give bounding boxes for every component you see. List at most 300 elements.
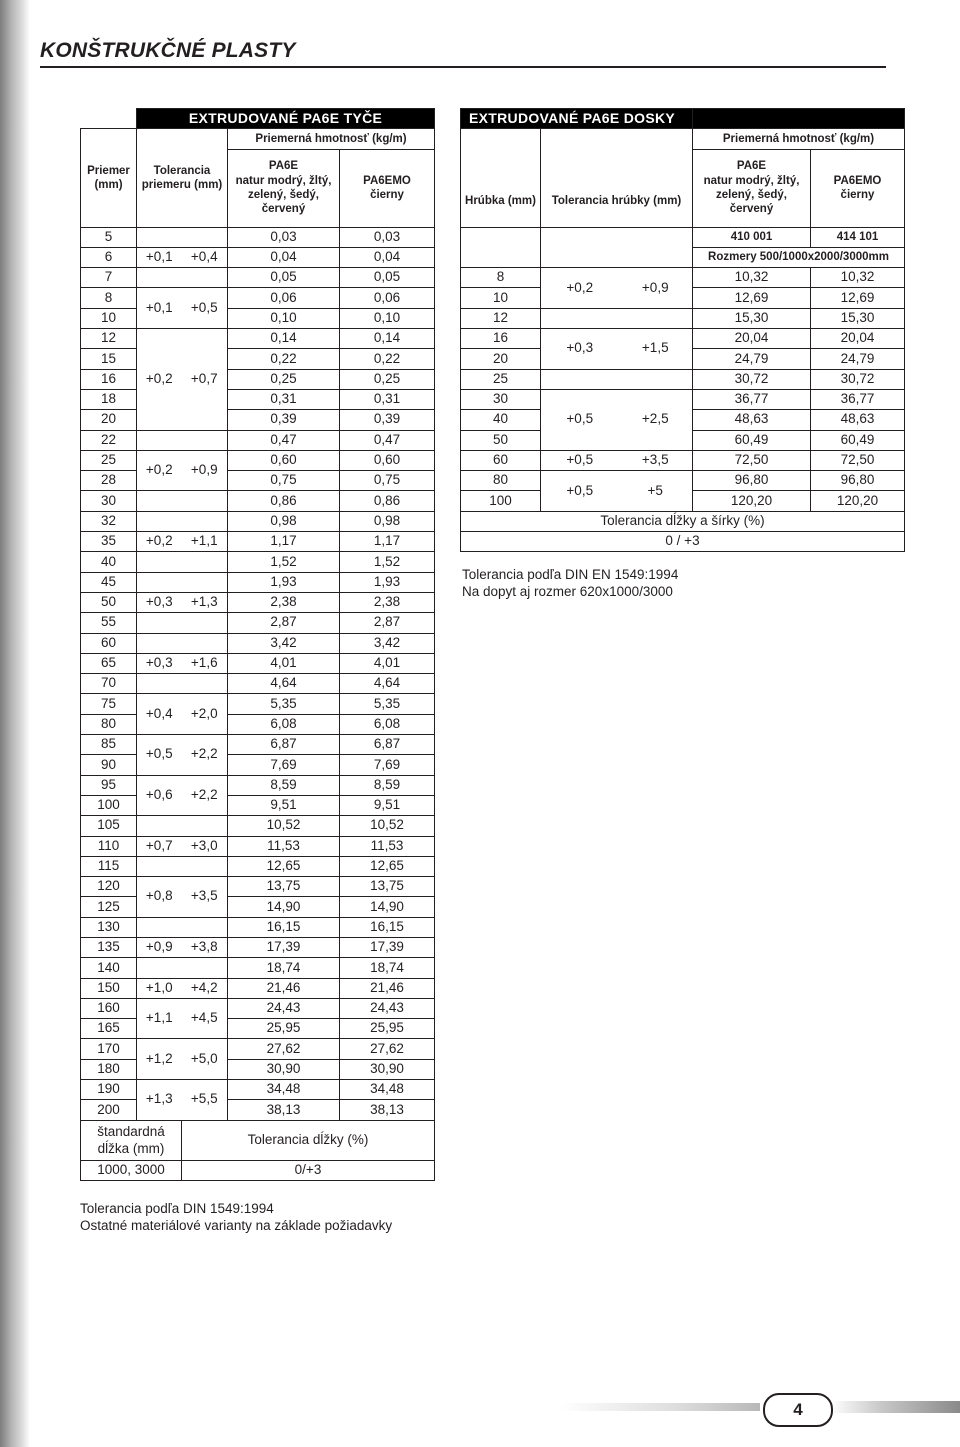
- plates-thickness-cell: 8: [461, 268, 541, 288]
- rods-tolerance-high-cell: [182, 917, 228, 937]
- rods-weight-pa6e-cell: 4,64: [228, 674, 340, 694]
- rods-data-row: [81, 613, 435, 633]
- rods-weight-pa6e-cell: 9,51: [228, 795, 340, 815]
- decorative-bottom-bar-left: [560, 1403, 760, 1411]
- plates-weight-pa6e-cell: 120,20: [693, 491, 811, 511]
- rods-data-row: [81, 856, 435, 876]
- rods-weight-pa6e-cell: 1,17: [228, 532, 340, 552]
- rods-weight-pa6emo-cell: 0,60: [340, 450, 435, 470]
- plates-dimensions: Rozmery 500/1000x2000/3000mm: [693, 247, 905, 267]
- plates-weight-pa6emo-cell: 36,77: [811, 389, 905, 409]
- plates-thickness-cell: 50: [461, 430, 541, 450]
- rods-data-row: [81, 816, 435, 836]
- rods-weight-pa6e-cell: 13,75: [228, 877, 340, 897]
- rods-table: [80, 108, 435, 1181]
- rods-data-row: [81, 1039, 435, 1059]
- rods-weight-pa6emo-cell: 3,42: [340, 633, 435, 653]
- rods-data-row: [81, 775, 435, 795]
- rods-diameter-cell: 16: [81, 369, 137, 389]
- rods-tolerance-high-cell: [182, 268, 228, 288]
- rods-data-row: [81, 329, 435, 349]
- rods-header-pa6emo-name: PA6EMO: [363, 174, 411, 187]
- rods-weight-pa6e-cell: 0,06: [228, 288, 340, 308]
- plates-data-row: [461, 389, 905, 409]
- rods-tolerance-low-cell: [137, 816, 182, 836]
- rods-data-row: [81, 735, 435, 755]
- plates-data-row: [461, 308, 905, 328]
- rods-diameter-cell: 115: [81, 856, 137, 876]
- plates-tolerance-high-cell: [619, 308, 693, 328]
- rods-data-row: [81, 491, 435, 511]
- rods-data-row: [81, 755, 435, 775]
- rods-tolerance-low-cell: +0,7: [137, 836, 182, 856]
- rods-diameter-cell: 100: [81, 795, 137, 815]
- rods-title-blank: [81, 109, 137, 129]
- rods-diameter-cell: 130: [81, 917, 137, 937]
- rods-tolerance-high-cell: +5,0: [182, 1039, 228, 1080]
- rods-weight-pa6e-cell: 2,87: [228, 613, 340, 633]
- rods-tolerance-low-cell: [137, 227, 182, 247]
- decorative-bottom-bar: [830, 1401, 960, 1413]
- rods-header-diameter: Priemer (mm): [81, 129, 137, 227]
- rods-weight-pa6e-cell: 8,59: [228, 775, 340, 795]
- rods-tolerance-low-cell: [137, 572, 182, 592]
- rods-diameter-cell: 165: [81, 1019, 137, 1039]
- rods-tolerance-low-cell: +0,1: [137, 288, 182, 329]
- plates-thickness-cell: 100: [461, 491, 541, 511]
- rods-weight-pa6emo-cell: 0,05: [340, 268, 435, 288]
- plates-tolerance-low-cell: +0,2: [541, 268, 619, 309]
- rods-data-row: [81, 552, 435, 572]
- plates-data-row: [461, 268, 905, 288]
- rods-diameter-cell: 5: [81, 227, 137, 247]
- plates-weight-pa6e-cell: 20,04: [693, 329, 811, 349]
- page-header: [40, 36, 886, 68]
- rods-tolerance-low-cell: +0,1: [137, 247, 182, 267]
- plates-header-pa6e: [693, 149, 811, 227]
- plates-code-blank-1: [461, 227, 541, 268]
- plates-weight-pa6emo-cell: 20,04: [811, 329, 905, 349]
- rods-tolerance-high-cell: [182, 491, 228, 511]
- rods-note: Ostatné materiálové varianty na základe požiadavky: [80, 1218, 393, 1233]
- rods-tolerance-high-cell: [182, 511, 228, 531]
- plates-weight-pa6e-cell: 15,30: [693, 308, 811, 328]
- plates-weight-pa6e-cell: 72,50: [693, 450, 811, 470]
- plates-thickness-cell: 16: [461, 329, 541, 349]
- rods-diameter-cell: 85: [81, 735, 137, 755]
- rods-diameter-cell: 180: [81, 1059, 137, 1079]
- rods-diameter-cell: 22: [81, 430, 137, 450]
- rods-diameter-cell: 45: [81, 572, 137, 592]
- rods-weight-pa6emo-cell: 24,43: [340, 998, 435, 1018]
- rods-weight-pa6emo-cell: 12,65: [340, 856, 435, 876]
- rods-weight-pa6e-cell: 0,14: [228, 329, 340, 349]
- rods-tolerance-high-cell: [182, 633, 228, 653]
- rods-tolerance-low-cell: [137, 552, 182, 572]
- rods-weight-pa6emo-cell: 0,22: [340, 349, 435, 369]
- rods-data-row: [81, 369, 435, 389]
- plates-weight-pa6emo-cell: 96,80: [811, 471, 905, 491]
- rods-tolerance-low-cell: +0,5: [137, 735, 182, 776]
- plates-weight-pa6emo-cell: 60,49: [811, 430, 905, 450]
- rods-data-row: [81, 389, 435, 409]
- rods-tolerance-high-cell: [182, 613, 228, 633]
- rods-weight-pa6e-cell: 0,10: [228, 308, 340, 328]
- rods-weight-pa6emo-cell: 4,64: [340, 674, 435, 694]
- rods-diameter-cell: 6: [81, 247, 137, 267]
- rods-weight-pa6e-cell: 1,52: [228, 552, 340, 572]
- rods-tolerance-low-cell: +0,8: [137, 877, 182, 918]
- rods-tolerance-low-cell: [137, 856, 182, 876]
- plates-tolerance-low-cell: +0,5: [541, 389, 619, 450]
- rods-data-row: [81, 308, 435, 328]
- rods-header-pa6emo-desc: čierny: [370, 189, 404, 202]
- rods-footer: [81, 1120, 435, 1180]
- plates-tolerance-low-cell: [541, 308, 619, 328]
- rods-weight-pa6emo-cell: 25,95: [340, 1019, 435, 1039]
- plates-footer-label: Tolerancia dĺžky a šírky (%): [461, 511, 905, 531]
- rods-weight-pa6emo-cell: 0,86: [340, 491, 435, 511]
- plates-note: Tolerancia podľa DIN EN 1549:1994: [462, 567, 679, 582]
- rods-data-row: [81, 532, 435, 552]
- rods-tolerance-low-cell: [137, 491, 182, 511]
- rods-data-row: [81, 937, 435, 957]
- rods-diameter-cell: 40: [81, 552, 137, 572]
- rods-tolerance-low-cell: +0,3: [137, 653, 182, 673]
- rods-diameter-cell: 60: [81, 633, 137, 653]
- decorative-left-band: [0, 0, 30, 1447]
- rods-weight-pa6e-cell: 16,15: [228, 917, 340, 937]
- rods-weight-pa6e-cell: 34,48: [228, 1080, 340, 1100]
- rods-weight-pa6e-cell: 6,08: [228, 714, 340, 734]
- plates-thickness-cell: 25: [461, 369, 541, 389]
- plates-header-pa6emo: [811, 149, 905, 227]
- rods-tolerance-low-cell: [137, 511, 182, 531]
- rods-weight-pa6e-cell: 25,95: [228, 1019, 340, 1039]
- rods-weight-pa6e-cell: 11,53: [228, 836, 340, 856]
- plates-weight-pa6e-cell: 12,69: [693, 288, 811, 308]
- rods-data-row: [81, 958, 435, 978]
- plates-header-pa6e-name: PA6E: [736, 160, 767, 173]
- rods-data-row: [81, 592, 435, 612]
- rods-diameter-cell: 18: [81, 389, 137, 409]
- rods-diameter-cell: 90: [81, 755, 137, 775]
- rods-tolerance-high-cell: +1,3: [182, 592, 228, 612]
- rods-diameter-cell: 170: [81, 1039, 137, 1059]
- rods-header-pa6e: [228, 149, 340, 227]
- rods-weight-pa6emo-cell: 14,90: [340, 897, 435, 917]
- rods-tolerance-high-cell: [182, 430, 228, 450]
- plates-table: [460, 108, 905, 552]
- rods-header-pa6emo: [340, 149, 435, 227]
- rods-data-row: [81, 572, 435, 592]
- rods-tolerance-low-cell: +1,0: [137, 978, 182, 998]
- rods-weight-pa6emo-cell: 9,51: [340, 795, 435, 815]
- rods-tolerance-high-cell: +3,8: [182, 937, 228, 957]
- rods-weight-pa6e-cell: 21,46: [228, 978, 340, 998]
- rods-tolerance-low-cell: +0,6: [137, 775, 182, 816]
- rods-diameter-cell: 120: [81, 877, 137, 897]
- rods-tolerance-low-cell: +0,9: [137, 937, 182, 957]
- plates-weight-pa6e-cell: 96,80: [693, 471, 811, 491]
- rods-diameter-cell: 8: [81, 288, 137, 308]
- rods-data-row: [81, 430, 435, 450]
- rods-table-body: [81, 109, 435, 1121]
- rods-weight-pa6emo-cell: 11,53: [340, 836, 435, 856]
- rods-data-row: [81, 247, 435, 267]
- rods-weight-pa6emo-cell: 6,08: [340, 714, 435, 734]
- plates-table-body: [461, 109, 905, 512]
- rods-diameter-cell: 50: [81, 592, 137, 612]
- plates-weight-pa6emo-cell: 72,50: [811, 450, 905, 470]
- plates-tolerance-low-cell: +0,3: [541, 329, 619, 370]
- rods-weight-pa6e-cell: 0,03: [228, 227, 340, 247]
- rods-weight-pa6emo-cell: 34,48: [340, 1080, 435, 1100]
- rods-weight-pa6emo-cell: 38,13: [340, 1100, 435, 1120]
- rods-tolerance-low-cell: +0,2: [137, 532, 182, 552]
- plates-tolerance-low-cell: +0,5: [541, 450, 619, 470]
- rods-diameter-cell: 125: [81, 897, 137, 917]
- rods-tolerance-high-cell: +3,5: [182, 877, 228, 918]
- rods-footer-row-2: [81, 1160, 435, 1180]
- rods-title-row: [81, 109, 435, 129]
- rods-weight-pa6emo-cell: 0,06: [340, 288, 435, 308]
- rods-weight-pa6emo-cell: 0,14: [340, 329, 435, 349]
- plates-weight-pa6e-cell: 48,63: [693, 410, 811, 430]
- rods-weight-pa6emo-cell: 1,52: [340, 552, 435, 572]
- rods-weight-pa6emo-cell: 27,62: [340, 1039, 435, 1059]
- rods-tolerance-low-cell: +0,3: [137, 592, 182, 612]
- rods-weight-pa6emo-cell: 0,25: [340, 369, 435, 389]
- plates-code-pa6emo: 414 101: [811, 227, 905, 247]
- rods-tolerance-high-cell: +0,5: [182, 288, 228, 329]
- rods-weight-pa6emo-cell: 0,03: [340, 227, 435, 247]
- rods-tolerance-high-cell: [182, 856, 228, 876]
- rods-tolerance-high-cell: +3,0: [182, 836, 228, 856]
- rods-weight-pa6e-cell: 0,86: [228, 491, 340, 511]
- rods-diameter-cell: 160: [81, 998, 137, 1018]
- rods-tolerance-high-cell: [182, 552, 228, 572]
- rods-diameter-cell: 20: [81, 410, 137, 430]
- rods-tolerance-low-cell: [137, 917, 182, 937]
- rods-weight-pa6emo-cell: 2,38: [340, 592, 435, 612]
- rods-weight-pa6emo-cell: 21,46: [340, 978, 435, 998]
- rods-data-row: [81, 450, 435, 470]
- rods-weight-pa6emo-cell: 17,39: [340, 937, 435, 957]
- plates-weight-pa6emo-cell: 12,69: [811, 288, 905, 308]
- plates-weight-pa6e-cell: 24,79: [693, 349, 811, 369]
- plates-tolerance-low-cell: [541, 369, 619, 389]
- rods-title: EXTRUDOVANÉ PA6E TYČE: [137, 109, 435, 129]
- rods-weight-pa6e-cell: 0,25: [228, 369, 340, 389]
- rods-data-row: [81, 227, 435, 247]
- rods-footer-length-label: štandardná dĺžka (mm): [81, 1120, 182, 1160]
- rods-weight-pa6emo-cell: 1,17: [340, 532, 435, 552]
- rods-weight-pa6e-cell: 0,04: [228, 247, 340, 267]
- rods-footer-row-1: [81, 1120, 435, 1160]
- rods-weight-pa6e-cell: 4,01: [228, 653, 340, 673]
- rods-tolerance-low-cell: [137, 268, 182, 288]
- rods-weight-pa6e-cell: 0,98: [228, 511, 340, 531]
- rods-diameter-cell: 15: [81, 349, 137, 369]
- rods-data-row: [81, 633, 435, 653]
- rods-data-row: [81, 268, 435, 288]
- rods-weight-pa6emo-cell: 0,31: [340, 389, 435, 409]
- plates-weight-pa6emo-cell: 15,30: [811, 308, 905, 328]
- rods-weight-pa6e-cell: 38,13: [228, 1100, 340, 1120]
- plates-tolerance-high-cell: +1,5: [619, 329, 693, 370]
- plates-header-row-1: [461, 129, 905, 149]
- rods-tolerance-high-cell: [182, 674, 228, 694]
- rods-weight-pa6emo-cell: 0,75: [340, 471, 435, 491]
- rods-diameter-cell: 80: [81, 714, 137, 734]
- rods-data-row: [81, 998, 435, 1018]
- rods-diameter-cell: 140: [81, 958, 137, 978]
- rods-tolerance-high-cell: +4,5: [182, 998, 228, 1039]
- rods-diameter-cell: 55: [81, 613, 137, 633]
- rods-weight-pa6e-cell: 0,75: [228, 471, 340, 491]
- rods-weight-pa6emo-cell: 0,39: [340, 410, 435, 430]
- rods-weight-pa6e-cell: 10,52: [228, 816, 340, 836]
- rods-data-row: [81, 795, 435, 815]
- rods-weight-pa6emo-cell: 6,87: [340, 735, 435, 755]
- rods-weight-pa6e-cell: 27,62: [228, 1039, 340, 1059]
- rods-data-row: [81, 1059, 435, 1079]
- plates-tolerance-high-cell: +3,5: [619, 450, 693, 470]
- rods-weight-pa6e-cell: 0,22: [228, 349, 340, 369]
- plates-header-pa6e-desc: natur modrý, žltý, zelený, šedý, červený: [703, 174, 800, 216]
- rods-tolerance-low-cell: [137, 613, 182, 633]
- rods-weight-pa6e-cell: 12,65: [228, 856, 340, 876]
- rods-diameter-cell: 95: [81, 775, 137, 795]
- rods-weight-pa6e-cell: 5,35: [228, 694, 340, 714]
- rods-header-pa6e-name: PA6E: [268, 160, 299, 173]
- rods-tolerance-high-cell: [182, 816, 228, 836]
- rods-weight-pa6e-cell: 1,93: [228, 572, 340, 592]
- rods-weight-pa6e-cell: 2,38: [228, 592, 340, 612]
- plates-title-row: [461, 109, 905, 129]
- plates-header-weight: Priemerná hmotnosť (kg/m): [693, 129, 905, 149]
- plates-title-fill: [693, 109, 905, 129]
- page-title: KONŠTRUKČNÉ PLASTY: [40, 39, 296, 62]
- rods-data-row: [81, 1019, 435, 1039]
- plates-data-row: [461, 329, 905, 349]
- rods-diameter-cell: 32: [81, 511, 137, 531]
- rods-tolerance-low-cell: [137, 430, 182, 450]
- rods-tolerance-low-cell: +0,2: [137, 329, 182, 430]
- rods-weight-pa6e-cell: 7,69: [228, 755, 340, 775]
- plates-thickness-cell: 40: [461, 410, 541, 430]
- rods-tolerance-low-cell: +0,4: [137, 694, 182, 735]
- plates-weight-pa6emo-cell: 10,32: [811, 268, 905, 288]
- rods-diameter-cell: 110: [81, 836, 137, 856]
- plates-tolerance-low-cell: +0,5: [541, 471, 619, 512]
- rods-weight-pa6e-cell: 0,47: [228, 430, 340, 450]
- plates-footer-row-1: [461, 511, 905, 531]
- rods-tolerance-high-cell: +1,6: [182, 653, 228, 673]
- rods-weight-pa6e-cell: 0,39: [228, 410, 340, 430]
- rods-tolerance-high-cell: +2,0: [182, 694, 228, 735]
- rods-data-row: [81, 511, 435, 531]
- rods-data-row: [81, 714, 435, 734]
- rods-weight-pa6emo-cell: 4,01: [340, 653, 435, 673]
- rods-diameter-cell: 25: [81, 450, 137, 470]
- rods-data-row: [81, 836, 435, 856]
- plates-code-row: [461, 227, 905, 247]
- plates-weight-pa6emo-cell: 48,63: [811, 410, 905, 430]
- rods-header-row-1: [81, 129, 435, 149]
- rods-diameter-cell: 75: [81, 694, 137, 714]
- plates-weight-pa6emo-cell: 120,20: [811, 491, 905, 511]
- rods-weight-pa6emo-cell: 13,75: [340, 877, 435, 897]
- plates-tolerance-high-cell: [619, 369, 693, 389]
- rods-data-row: [81, 674, 435, 694]
- rods-tolerance-low-cell: [137, 958, 182, 978]
- rods-diameter-cell: 105: [81, 816, 137, 836]
- rods-weight-pa6emo-cell: 0,47: [340, 430, 435, 450]
- plates-thickness-cell: 60: [461, 450, 541, 470]
- rods-tolerance-low-cell: +0,2: [137, 450, 182, 491]
- rods-diameter-cell: 35: [81, 532, 137, 552]
- rods-weight-pa6emo-cell: 0,10: [340, 308, 435, 328]
- plates-weight-pa6emo-cell: 24,79: [811, 349, 905, 369]
- rods-footer-length-value: 1000, 3000: [81, 1160, 182, 1180]
- rods-header-pa6e-desc: natur modrý, žltý, zelený, šedý, červený: [235, 174, 332, 216]
- rods-weight-pa6e-cell: 14,90: [228, 897, 340, 917]
- rods-tolerance-low-cell: [137, 674, 182, 694]
- rods-notes: [80, 1200, 392, 1234]
- rods-diameter-cell: 190: [81, 1080, 137, 1100]
- rods-tolerance-high-cell: +4,2: [182, 978, 228, 998]
- rods-data-row: [81, 978, 435, 998]
- rods-data-row: [81, 653, 435, 673]
- rods-diameter-cell: 65: [81, 653, 137, 673]
- rods-data-row: [81, 694, 435, 714]
- rods-weight-pa6e-cell: 17,39: [228, 937, 340, 957]
- rods-weight-pa6emo-cell: 2,87: [340, 613, 435, 633]
- rods-tolerance-high-cell: +1,1: [182, 532, 228, 552]
- rods-tolerance-low-cell: [137, 633, 182, 653]
- rods-diameter-cell: 12: [81, 329, 137, 349]
- rods-diameter-cell: 200: [81, 1100, 137, 1120]
- rods-tolerance-low-cell: +1,3: [137, 1080, 182, 1121]
- rods-tolerance-high-cell: [182, 958, 228, 978]
- plates-tolerance-high-cell: +0,9: [619, 268, 693, 309]
- plates-header-tolerance: Tolerancia hrúbky (mm): [541, 129, 693, 227]
- rods-tolerance-high-cell: +0,9: [182, 450, 228, 491]
- rods-diameter-cell: 135: [81, 937, 137, 957]
- plates-thickness-cell: 80: [461, 471, 541, 491]
- rods-tolerance-high-cell: +2,2: [182, 775, 228, 816]
- rods-weight-pa6emo-cell: 18,74: [340, 958, 435, 978]
- plates-data-row: [461, 450, 905, 470]
- rods-weight-pa6e-cell: 0,31: [228, 389, 340, 409]
- rods-header-tolerance: Tolerancia priemeru (mm): [137, 129, 228, 227]
- rods-tolerance-high-cell: [182, 572, 228, 592]
- rods-data-row: [81, 349, 435, 369]
- rods-tolerance-high-cell: +0,7: [182, 329, 228, 430]
- rods-tolerance-high-cell: [182, 227, 228, 247]
- rods-weight-pa6e-cell: 30,90: [228, 1059, 340, 1079]
- plates-notes: [462, 566, 678, 600]
- rods-weight-pa6emo-cell: 30,90: [340, 1059, 435, 1079]
- plates-weight-pa6emo-cell: 30,72: [811, 369, 905, 389]
- rods-weight-pa6e-cell: 0,05: [228, 268, 340, 288]
- rods-weight-pa6e-cell: 0,60: [228, 450, 340, 470]
- plates-code-blank-2: [541, 227, 693, 268]
- plates-tolerance-high-cell: +5: [619, 471, 693, 512]
- rods-tolerance-low-cell: +1,2: [137, 1039, 182, 1080]
